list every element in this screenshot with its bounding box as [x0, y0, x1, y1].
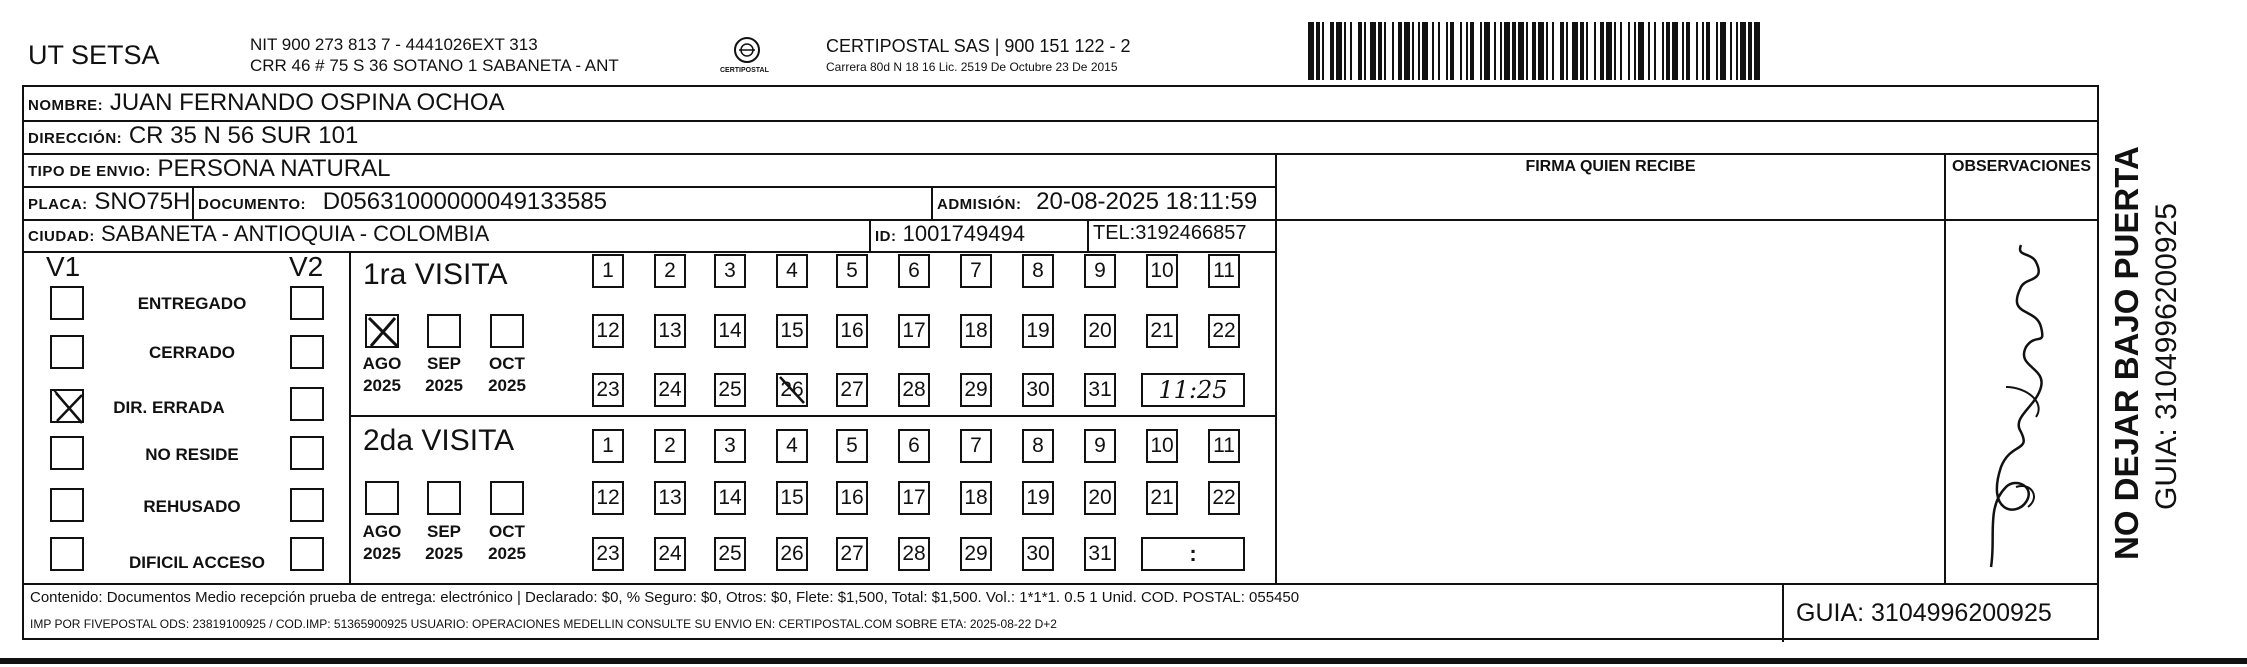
- barcode-bar: [1720, 22, 1726, 80]
- day-15[interactable]: 15: [776, 481, 808, 515]
- nombre-row: [28, 89, 505, 117]
- day-23[interactable]: 23: [592, 537, 624, 571]
- barcode-bar: [1384, 22, 1386, 80]
- barcode-bar: [1322, 22, 1324, 80]
- firma-header: FIRMA QUIEN RECIBE: [1525, 158, 1696, 175]
- day-13[interactable]: 13: [654, 314, 686, 348]
- barcode-bar: [1392, 22, 1394, 80]
- v1-checkbox-checked[interactable]: [50, 389, 84, 423]
- barcode-bar: [1308, 22, 1314, 80]
- footer-print-info: IMP POR FIVEPOSTAL ODS: 23819100925 / COD.IMP: 51365900925 USUARIO: OPERACIONES MEDELLIN CONSULTE SU ENVIO EN: CERTIPOSTAL.COM SOBRE ETA: 2025-08-22 D+2: [30, 617, 1057, 631]
- day-2[interactable]: 2: [654, 429, 686, 463]
- barcode-bar: [1586, 22, 1588, 80]
- year-label: 2025: [363, 544, 401, 563]
- certipostal-license: Carrera 80d N 18 16 Lic. 2519 De Octubre 23 De 2015: [826, 60, 1118, 74]
- second-visit-time-box[interactable]: [1141, 537, 1245, 571]
- day-18[interactable]: 18: [960, 314, 992, 348]
- placa-row: [28, 188, 190, 216]
- tel-label: TEL:: [1093, 222, 1136, 244]
- day-31[interactable]: 31: [1084, 373, 1116, 407]
- day-3[interactable]: 3: [714, 429, 746, 463]
- barcode-bar: [1526, 22, 1528, 80]
- day-30[interactable]: 30: [1022, 373, 1054, 407]
- barcode-bar: [1518, 22, 1524, 80]
- barcode-bar: [1754, 22, 1760, 80]
- barcode-bar: [1404, 22, 1410, 80]
- barcode-bar: [1696, 22, 1698, 80]
- day-6[interactable]: 6: [898, 254, 930, 288]
- day-22[interactable]: 22: [1208, 314, 1240, 348]
- day-18[interactable]: 18: [960, 481, 992, 515]
- status-label: REHUSADO: [143, 497, 241, 516]
- v2-label: V2: [289, 251, 324, 282]
- barcode-bar: [1500, 22, 1502, 80]
- barcode-bar: [1740, 22, 1746, 80]
- barcode-bar: [1484, 22, 1490, 80]
- barcode-bar: [1606, 22, 1612, 80]
- day-17[interactable]: 17: [898, 314, 930, 348]
- year-label: 2025: [488, 376, 526, 395]
- direccion-row: [28, 122, 358, 150]
- month-label: AGO: [362, 354, 402, 373]
- side-warning: NO DEJAR BAJO PUERTA: [2108, 146, 2145, 560]
- day-5[interactable]: 5: [836, 254, 868, 288]
- company-nit: NIT 900 273 813 7 - 4441026EXT 313: [250, 35, 538, 54]
- month-label: OCT: [489, 522, 525, 541]
- v2-checkbox[interactable]: [290, 387, 324, 421]
- barcode-bar: [1648, 22, 1650, 80]
- barcode-bar: [1566, 22, 1568, 80]
- nombre-label: NOMBRE:: [28, 97, 104, 114]
- barcode-bar: [1594, 22, 1596, 80]
- day-28[interactable]: 28: [898, 373, 930, 407]
- day-31[interactable]: 31: [1084, 537, 1116, 571]
- barcode-bar: [1532, 22, 1536, 80]
- year-label: 2025: [488, 544, 526, 563]
- day-5[interactable]: 5: [836, 429, 868, 463]
- day-8[interactable]: 8: [1022, 429, 1054, 463]
- day-14[interactable]: 14: [714, 314, 746, 348]
- day-16[interactable]: 16: [836, 481, 868, 515]
- barcode-bar: [1580, 22, 1584, 80]
- day-1[interactable]: 1: [592, 254, 624, 288]
- barcode-bar: [1638, 22, 1644, 80]
- barcode-bar: [1460, 22, 1462, 80]
- day-3[interactable]: 3: [714, 254, 746, 288]
- day-25[interactable]: 25: [714, 537, 746, 571]
- barcode-bar: [1504, 22, 1510, 80]
- second-visit-title: 2da VISITA: [363, 424, 515, 457]
- day-strike-icon: [776, 373, 808, 407]
- footer-content: Contenido: Documentos Medio recepción prueba de entrega: electrónico | Declarado: $0, % Seguro: $0, Otros: $0, Flete: $1,500, Total: $1,500. Vol.: 1*1*1. 0.5 1 Unid. COD. POSTAL: 055450: [30, 589, 1300, 606]
- first-visit-title: 1ra VISITA: [363, 258, 508, 291]
- day-15[interactable]: 15: [776, 314, 808, 348]
- month-checkbox[interactable]: [490, 314, 524, 348]
- day-2[interactable]: 2: [654, 254, 686, 288]
- placa-value: SNO75H: [94, 188, 191, 215]
- day-23[interactable]: 23: [592, 373, 624, 407]
- v2-checkbox[interactable]: [290, 488, 324, 522]
- barcode-bar: [1336, 22, 1342, 80]
- tipo-label: TIPO DE ENVIO:: [28, 163, 151, 180]
- documento-value: D0563100000004913358​5: [322, 188, 608, 215]
- status-label: CERRADO: [149, 343, 235, 362]
- barcode-bar: [1446, 22, 1448, 80]
- barcode-bar: [1480, 22, 1482, 80]
- id-value: 1001749494: [902, 221, 1025, 246]
- barcode-bar: [1422, 22, 1428, 80]
- day-11[interactable]: 11: [1208, 254, 1240, 288]
- day-27[interactable]: 27: [836, 373, 868, 407]
- placa-label: PLACA:: [28, 196, 88, 213]
- barcode-bar: [1450, 22, 1454, 80]
- barcode-bar: [1412, 22, 1414, 80]
- admision-label: ADMISIÓN:: [937, 196, 1022, 213]
- status-label: DIR. ERRADA: [113, 398, 225, 417]
- company-name: UT SETSA: [28, 40, 160, 70]
- month-checkbox[interactable]: [490, 481, 524, 515]
- barcode-bar: [1662, 22, 1664, 80]
- check-mark-icon: [52, 391, 86, 425]
- day-8[interactable]: 8: [1022, 254, 1054, 288]
- v1-checkbox[interactable]: [50, 436, 84, 470]
- first-visit-time-box[interactable]: [1141, 373, 1245, 407]
- day-4[interactable]: 4: [776, 254, 808, 288]
- barcode-bar: [1716, 22, 1718, 80]
- barcode-bar: [1432, 22, 1434, 80]
- barcode-bar: [1494, 22, 1496, 80]
- day-10[interactable]: 10: [1146, 254, 1178, 288]
- status-label: ENTREGADO: [137, 294, 247, 313]
- documento-row: [198, 188, 607, 216]
- observaciones-header: OBSERVACIONES: [1952, 158, 2091, 175]
- documento-label: DOCUMENTO:: [198, 196, 307, 213]
- month-checkbox[interactable]: [365, 481, 399, 515]
- day-4[interactable]: 4: [776, 429, 808, 463]
- month-label: SEP: [426, 354, 462, 373]
- year-label: 2025: [425, 376, 463, 395]
- barcode-bar: [1552, 22, 1554, 80]
- barcode-bar: [1370, 22, 1376, 80]
- ciudad-row: [28, 221, 489, 247]
- company-address: CRR 46 # 75 S 36 SOTANO 1 SABANETA - ANT: [250, 56, 619, 75]
- barcode-bar: [1666, 22, 1670, 80]
- direccion-label: DIRECCIÓN:: [28, 130, 123, 147]
- barcode-bar: [1344, 22, 1346, 80]
- barcode-bar: [1316, 22, 1320, 80]
- day-25[interactable]: 25: [714, 373, 746, 407]
- ciudad-label: CIUDAD:: [28, 228, 95, 245]
- barcode-bar: [1538, 22, 1544, 80]
- barcode-bar: [1654, 22, 1656, 80]
- barcode-bar: [1330, 22, 1334, 80]
- day-17[interactable]: 17: [898, 481, 930, 515]
- handwritten-time: 11:25: [1158, 376, 1228, 404]
- barcode-bar: [1706, 22, 1710, 80]
- signature: [1946, 237, 2096, 577]
- month-label: OCT: [489, 354, 525, 373]
- day-26[interactable]: 26: [776, 373, 808, 407]
- barcode-bar: [1730, 22, 1732, 80]
- day-10[interactable]: 10: [1146, 429, 1178, 463]
- month-label: SEP: [426, 522, 462, 541]
- barcode-bar: [1600, 22, 1604, 80]
- time-placeholder: :: [1189, 541, 1197, 566]
- day-28[interactable]: 28: [898, 537, 930, 571]
- barcode-bar: [1702, 22, 1704, 80]
- barcode-bar: [1350, 22, 1352, 80]
- barcode-bar: [1620, 22, 1622, 80]
- tipo-row: [28, 155, 390, 183]
- barcode-bar: [1438, 22, 1440, 80]
- day-14[interactable]: 14: [714, 481, 746, 515]
- barcode-bar: [1748, 22, 1752, 80]
- barcode-bar: [1672, 22, 1678, 80]
- v1-checkbox[interactable]: [50, 537, 84, 571]
- day-22[interactable]: 22: [1208, 481, 1240, 515]
- day-26[interactable]: 26: [776, 537, 808, 571]
- barcode-bar: [1686, 22, 1690, 80]
- barcode-bar: [1634, 22, 1636, 80]
- day-21[interactable]: 21: [1146, 481, 1178, 515]
- day-24[interactable]: 24: [654, 373, 686, 407]
- ciudad-value: SABANETA - ANTIOQUIA - COLOMBIA: [100, 221, 490, 246]
- v2-checkbox[interactable]: [290, 335, 324, 369]
- barcode-bar: [1358, 22, 1362, 80]
- day-29[interactable]: 29: [960, 373, 992, 407]
- day-30[interactable]: 30: [1022, 537, 1054, 571]
- tel-value: 3192466857: [1135, 222, 1247, 244]
- day-9[interactable]: 9: [1084, 429, 1116, 463]
- tipo-value: PERSONA NATURAL: [157, 155, 391, 182]
- month-checkbox-checked[interactable]: [365, 314, 399, 348]
- direccion-value: CR 35 N 56 SUR 101: [128, 122, 359, 149]
- barcode-bar: [1364, 22, 1366, 80]
- day-12[interactable]: 12: [592, 481, 624, 515]
- day-24[interactable]: 24: [654, 537, 686, 571]
- status-label: DIFICIL ACCESO: [128, 553, 265, 572]
- status-label: NO RESIDE: [145, 445, 239, 464]
- day-9[interactable]: 9: [1084, 254, 1116, 288]
- barcode-bar: [1560, 22, 1564, 80]
- barcode-bar: [1378, 22, 1382, 80]
- month-checkbox[interactable]: [427, 314, 461, 348]
- admision-value: 20-08-2025 18:11:59: [1036, 188, 1258, 215]
- barcode-bar: [1398, 22, 1402, 80]
- logo-text: CERTIPOSTAL: [720, 67, 769, 74]
- v1-label: V1: [46, 251, 81, 282]
- day-16[interactable]: 16: [836, 314, 868, 348]
- barcode-bar: [1628, 22, 1630, 80]
- year-label: 2025: [363, 376, 401, 395]
- barcode-bar: [1682, 22, 1684, 80]
- barcode: [1308, 22, 1898, 80]
- certipostal-logo: [722, 33, 772, 81]
- barcode-bar: [1418, 22, 1420, 80]
- barcode-bar: [1736, 22, 1738, 80]
- v1-checkbox[interactable]: [50, 335, 84, 369]
- day-7[interactable]: 7: [960, 254, 992, 288]
- v1-checkbox[interactable]: [50, 286, 84, 320]
- delivery-form: [22, 85, 2099, 640]
- barcode-bar: [1470, 22, 1474, 80]
- admision-row: [937, 188, 1257, 216]
- day-19[interactable]: 19: [1022, 481, 1054, 515]
- side-guia: GUIA: 3104996200925: [2150, 203, 2183, 510]
- month-checkbox[interactable]: [427, 481, 461, 515]
- day-13[interactable]: 13: [654, 481, 686, 515]
- check-mark-icon: [367, 316, 401, 350]
- day-11[interactable]: 11: [1208, 429, 1240, 463]
- day-29[interactable]: 29: [960, 537, 992, 571]
- barcode-bar: [1614, 22, 1616, 80]
- v2-checkbox[interactable]: [290, 286, 324, 320]
- nombre-value: JUAN FERNANDO OSPINA OCHOA: [109, 89, 505, 116]
- day-20[interactable]: 20: [1084, 481, 1116, 515]
- tel-row: [1093, 222, 1246, 245]
- day-19[interactable]: 19: [1022, 314, 1054, 348]
- v2-checkbox[interactable]: [290, 537, 324, 571]
- footer-guia: GUIA: 3104996200925: [1796, 599, 2052, 627]
- barcode-bar: [1466, 22, 1468, 80]
- day-20[interactable]: 20: [1084, 314, 1116, 348]
- day-27[interactable]: 27: [836, 537, 868, 571]
- bottom-border: [0, 658, 2247, 664]
- id-label: ID:: [875, 228, 897, 245]
- day-1[interactable]: 1: [592, 429, 624, 463]
- day-12[interactable]: 12: [592, 314, 624, 348]
- barcode-bar: [1572, 22, 1578, 80]
- year-label: 2025: [425, 544, 463, 563]
- barcode-bar: [1512, 22, 1516, 80]
- day-21[interactable]: 21: [1146, 314, 1178, 348]
- v1-checkbox[interactable]: [50, 488, 84, 522]
- v2-checkbox[interactable]: [290, 436, 324, 470]
- certipostal-info: CERTIPOSTAL SAS | 900 151 122 - 2: [826, 36, 1131, 56]
- barcode-bar: [1546, 22, 1548, 80]
- month-label: AGO: [362, 522, 402, 541]
- day-6[interactable]: 6: [898, 429, 930, 463]
- id-row: [875, 221, 1025, 247]
- day-7[interactable]: 7: [960, 429, 992, 463]
